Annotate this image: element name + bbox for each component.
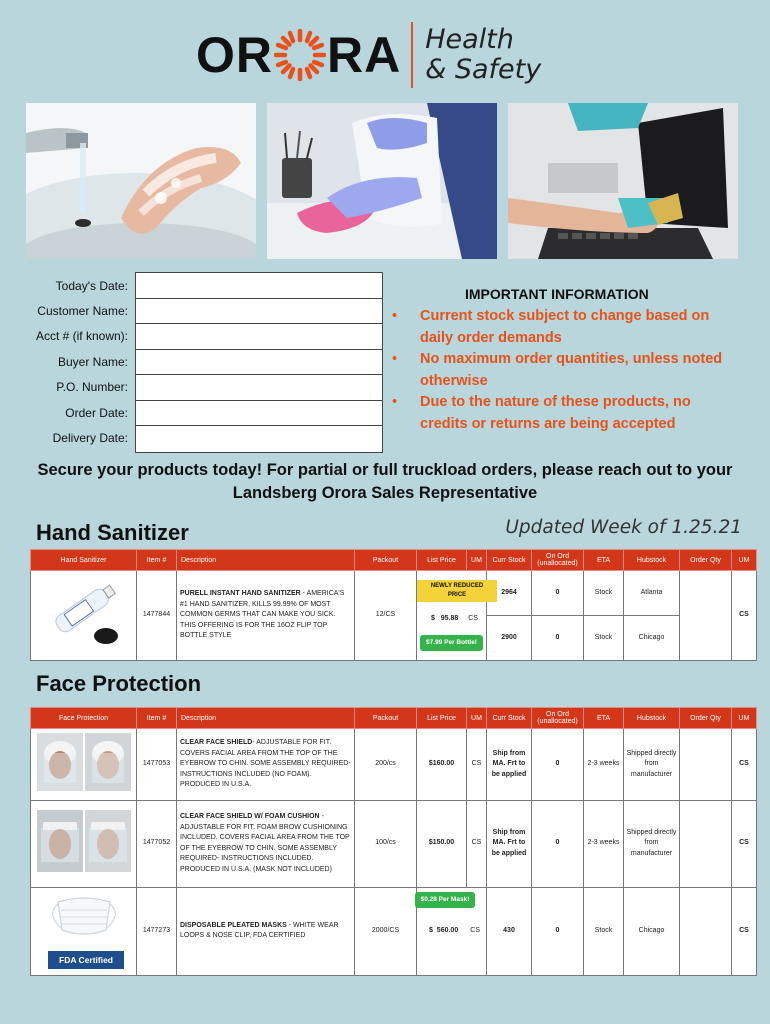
order-date-field[interactable] <box>136 401 382 427</box>
todays-date-field[interactable] <box>136 273 382 299</box>
table-row <box>31 887 757 975</box>
face-shield-foam-stock: Ship from MA. Frt to be applied <box>487 800 532 887</box>
sanitizer-description: PURELL INSTANT HAND SANITIZER - AMERICA'S #1 HAND SANITIZER, KILLS 99.99% OF MOST COMMON GERMS THAT CAN MAKE YOU SICK. THIS OFFERING IS FOR THE 16OZ FLIP TOP BOTTLE STYLE <box>177 571 355 661</box>
column-header: UM <box>732 550 757 571</box>
sales-headline: Secure your products today! For partial or full truckload orders, please reach out to your Landsberg Orora Sales Representative <box>37 461 733 502</box>
face-shield-eta: 2-3 weeks <box>584 729 624 801</box>
table-header-row <box>31 550 757 571</box>
mask-eta: Stock <box>584 887 624 975</box>
po-number-field[interactable] <box>136 375 382 401</box>
label-account-number: Acct # (if known): <box>35 329 128 343</box>
logo-text-left: OR <box>196 27 273 83</box>
sanitizer-list-price: 95.88 <box>440 615 459 622</box>
column-header: On Ord (unallocated) <box>532 550 584 571</box>
sanitizer-eta-chicago: Stock <box>584 616 624 661</box>
handwashing-photo <box>26 103 256 259</box>
face-shield-um: CS <box>467 729 487 801</box>
face-shield-foam-list-price: $150.00 <box>417 800 467 887</box>
mask-order-qty-input[interactable] <box>680 887 732 975</box>
updated-week-label: Updated Week of 1.25.21 <box>505 517 742 538</box>
table-row <box>31 729 757 801</box>
logo-tagline: Health & Safety <box>425 24 542 85</box>
column-header: Curr Stock <box>487 550 532 571</box>
hand-sanitizer-table <box>30 549 757 661</box>
delivery-date-field[interactable] <box>136 426 382 452</box>
label-customer-name: Customer Name: <box>37 304 128 318</box>
per-bottle-badge: $7.99 Per Bottle! <box>420 635 483 652</box>
sanitizer-um2: CS <box>732 571 757 661</box>
face-shield-foam-eta: 2-3 weeks <box>584 800 624 887</box>
column-header: Hand Sanitizer <box>31 550 137 571</box>
column-header: Order Qty <box>680 550 732 571</box>
face-shield-foam-um2: CS <box>732 800 757 887</box>
face-shield-stock: Ship from MA. Frt to be applied <box>487 729 532 801</box>
sunburst-icon <box>274 29 326 81</box>
sanitizer-item-number: 1477844 <box>137 571 177 661</box>
customer-name-field[interactable] <box>136 299 382 325</box>
label-po-number: P.O. Number: <box>56 380 128 394</box>
sanitizer-um: CS <box>468 615 478 622</box>
face-shield-foam-um: CS <box>467 800 487 887</box>
face-shield-foam-description: CLEAR FACE SHIELD W/ FOAM CUSHION - ADJUSTABLE FOR FIT. FOAM BROW CUSHIONING INCLUDED. COVERS FACIAL AREA FROM THE TOP OF THE EYEBROW TO CHIN. SOME ASSEMBLY REQUIRED- INSTRUCTIONS INCLUDED. PRODUCED IN U.S.A. (MASK NOT INCLUDED) <box>177 800 355 887</box>
column-header: Face Protection <box>31 708 137 729</box>
cleaning-monitor-photo <box>508 103 738 259</box>
label-buyer-name: Buyer Name: <box>57 355 128 369</box>
hand-sanitizer-title: Hand Sanitizer <box>36 520 189 545</box>
column-header: UM <box>467 550 487 571</box>
column-header: Item # <box>137 708 177 729</box>
face-shield-foam-item-number: 1477052 <box>137 800 177 887</box>
face-shield-image <box>31 729 137 801</box>
sanitizer-packout: 12/CS <box>355 571 417 661</box>
orora-logo <box>196 14 541 96</box>
face-shield-hub: Shipped directly from manufacturer <box>624 729 680 801</box>
important-info-list <box>392 306 742 435</box>
column-header: Description <box>177 550 355 571</box>
mask-um2: CS <box>732 887 757 975</box>
column-header: Hubstock <box>624 708 680 729</box>
column-header: ETA <box>584 708 624 729</box>
mask-price-cell: $0.28 Per Mask! $ 560.00 CS <box>417 887 487 975</box>
mask-hub: Chicago <box>624 887 680 975</box>
sanitizer-price-cell: NEWLY REDUCED PRICE $ 95.88 CS $7.99 Per Bottle! <box>417 571 487 661</box>
sanitizer-product-image <box>31 571 137 661</box>
face-shield-foam-packout: 100/cs <box>355 800 417 887</box>
sanitizer-eta-atlanta: Stock <box>584 571 624 616</box>
sanitizer-onorder-chicago: 0 <box>532 616 584 661</box>
column-header: ETA <box>584 550 624 571</box>
column-header: Order Qty <box>680 708 732 729</box>
sanitizer-order-qty-input[interactable] <box>680 571 732 661</box>
table-row <box>31 800 757 887</box>
face-protection-title: Face Protection <box>36 671 202 696</box>
face-shield-order-qty-input[interactable] <box>680 729 732 801</box>
table-header-row <box>31 708 757 729</box>
sanitizer-stock-chicago: 2900 <box>487 616 532 661</box>
sanitizer-onorder-atlanta: 0 <box>532 571 584 616</box>
face-shield-foam-hub: Shipped directly from manufacturer <box>624 800 680 887</box>
face-protection-table <box>30 707 757 976</box>
order-info-form <box>135 272 383 453</box>
table-row <box>31 571 757 616</box>
logo-divider <box>411 22 413 88</box>
label-order-date: Order Date: <box>65 406 128 420</box>
face-shield-um2: CS <box>732 729 757 801</box>
mask-onorder: 0 <box>532 887 584 975</box>
important-info-item: • No maximum order quantities, unless noted otherwise <box>392 351 723 389</box>
mask-stock: 430 <box>487 887 532 975</box>
label-delivery-date: Delivery Date: <box>52 431 128 445</box>
face-shield-foam-onorder: 0 <box>532 800 584 887</box>
buyer-name-field[interactable] <box>136 350 382 376</box>
sanitizer-hub-atlanta: Atlanta <box>624 571 680 616</box>
column-header: Packout <box>355 550 417 571</box>
per-mask-badge: $0.28 Per Mask! <box>415 892 476 909</box>
important-info-item: • Due to the nature of these products, no credits or returns are being accepted <box>392 394 691 432</box>
column-header: UM <box>732 708 757 729</box>
face-shield-item-number: 1477053 <box>137 729 177 801</box>
cleaning-desk-photo <box>267 103 497 259</box>
label-todays-date: Today's Date: <box>55 279 128 293</box>
face-shield-description: CLEAR FACE SHIELD- ADJUSTABLE FOR FIT. COVERS FACIAL AREA FROM THE TOP OF THE EYEBROW TO CHIN. SOME ASSEMBLY REQUIRED- INSTRUCTIONS INCLUDED (NO FOAM). PRODUCED IN U.S.A. <box>177 729 355 801</box>
face-shield-list-price: $160.00 <box>417 729 467 801</box>
column-header: Item # <box>137 550 177 571</box>
mask-list-price: 560.00 <box>436 926 459 934</box>
face-shield-foam-order-qty-input[interactable] <box>680 800 732 887</box>
column-header: Hubstock <box>624 550 680 571</box>
column-header: On Ord (unallocated) <box>532 708 584 729</box>
column-header: List Price <box>417 708 467 729</box>
column-header: Curr Stock <box>487 708 532 729</box>
fda-certified-badge: FDA Certified <box>48 951 124 969</box>
face-shield-foam-image <box>31 800 137 887</box>
column-header: UM <box>467 708 487 729</box>
important-info-item: • Current stock subject to change based on daily order demands <box>392 308 710 346</box>
mask-um: CS <box>470 926 480 934</box>
mask-item-number: 1477273 <box>137 887 177 975</box>
face-shield-packout: 200/cs <box>355 729 417 801</box>
logo-text-right: RA <box>327 27 402 83</box>
mask-packout: 2000/CS <box>355 887 417 975</box>
face-shield-onorder: 0 <box>532 729 584 801</box>
column-header: Packout <box>355 708 417 729</box>
column-header: List Price <box>417 550 467 571</box>
sanitizer-hub-chicago: Chicago <box>624 616 680 661</box>
mask-description: DISPOSABLE PLEATED MASKS - WHITE WEAR LOOPS & NOSE CLIP, FDA CERTIFIED <box>177 887 355 975</box>
account-number-field[interactable] <box>136 324 382 350</box>
important-info-title: IMPORTANT INFORMATION <box>465 286 649 302</box>
column-header: Description <box>177 708 355 729</box>
newly-reduced-badge: NEWLY REDUCED PRICE <box>417 580 497 602</box>
sanitizer-stock-atlanta: 2964 <box>487 571 532 616</box>
